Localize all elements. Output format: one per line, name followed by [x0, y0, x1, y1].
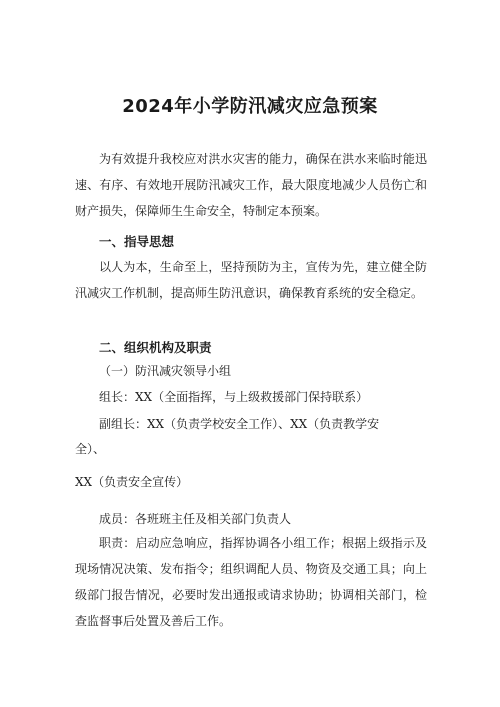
- intro-paragraph: 为有效提升我校应对洪水灾害的能力，确保在洪水来临时能迅速、有序、有效地开展防汛减灾工作，最大限度地减少人员伤亡和财产损失，保障师生生命安全，特制定本预案。: [75, 152, 427, 218]
- deputy-leader-line-1: 副组长：XX（负责学校安全工作）、XX（负责教学安: [99, 417, 380, 431]
- deputy-leader-line-2: 全）、: [75, 442, 106, 456]
- deputy-leader-line-3: XX（负责安全宣传）: [75, 475, 189, 489]
- document-title: 2024年小学防汛减灾应急预案: [122, 96, 378, 117]
- section-1-heading: 一、指导思想: [99, 234, 175, 249]
- section-1-paragraph: 以人为本，生命至上，坚持预防为主，宣传为先，建立健全防汛减灾工作机制，提高师生防汛意识，确保教育系统的安全稳定。: [75, 260, 427, 300]
- leadership-group-subheading: （一）防汛减灾领导小组: [99, 364, 232, 378]
- section-2-heading: 二、组织机构及职责: [99, 340, 212, 355]
- group-members-line: 成员：各班班主任及相关部门负责人: [99, 512, 292, 526]
- group-duties-paragraph: 职责：启动应急响应，指挥协调各小组工作；根据上级指示及现场情况决策、发布指令；组织调配人员、物资及交通工具；向上级部门报告情况，必要时发出通报或请求协助；协调相关部门，检查监督事后处置及善后工作。: [75, 536, 427, 628]
- group-leader-line: 组长：XX（全面指挥，与上级救援部门保持联系）: [99, 390, 369, 404]
